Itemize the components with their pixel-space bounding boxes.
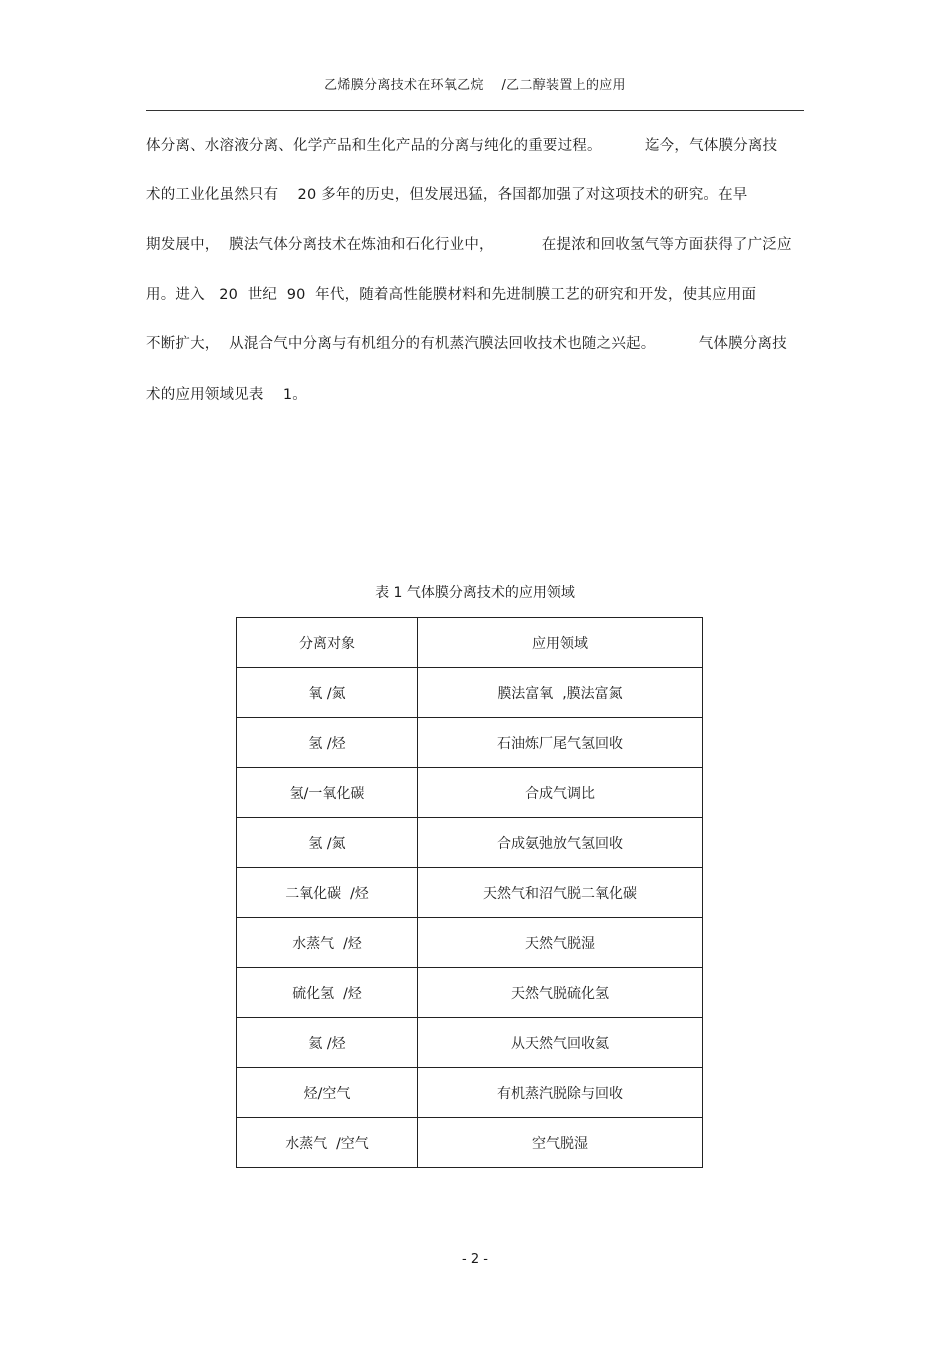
table-row xyxy=(237,668,703,718)
separation-target-cell: 氢/一氧化碳 xyxy=(237,768,418,818)
separation-target-cell: 氢 /氮 xyxy=(237,818,418,868)
application-field-cell: 有机蒸汽脱除与回收 xyxy=(418,1068,703,1118)
application-field-cell: 空气脱湿 xyxy=(418,1118,703,1168)
separation-target-cell: 氢 /烃 xyxy=(237,718,418,768)
table-header-cell: 分离对象 xyxy=(237,618,418,668)
application-table xyxy=(236,617,703,1168)
page-number: - 2 - xyxy=(462,1252,488,1267)
application-field-cell: 合成气调比 xyxy=(418,768,703,818)
table-caption: 表 1 气体膜分离技术的应用领域 xyxy=(375,585,575,601)
separation-target-cell: 二氧化碳 /烃 xyxy=(237,868,418,918)
separation-target-cell: 水蒸气 /烃 xyxy=(237,918,418,968)
table-row xyxy=(237,1068,703,1118)
application-field-cell: 石油炼厂尾气氢回收 xyxy=(418,718,703,768)
application-field-cell: 天然气脱湿 xyxy=(418,918,703,968)
table-row xyxy=(237,1118,703,1168)
body-line: 期发展中， 膜法气体分离技术在炼油和石化行业中， 在提浓和回收氢气等方面获得了广泛应 xyxy=(146,237,792,253)
separation-target-cell: 氧 /氮 xyxy=(237,668,418,718)
separation-target-cell: 水蒸气 /空气 xyxy=(237,1118,418,1168)
table-row xyxy=(237,918,703,968)
page-header: 乙烯膜分离技术在环氧乙烷 /乙二醇装置上的应用 xyxy=(324,78,626,93)
separation-target-cell: 硫化氢 /烃 xyxy=(237,968,418,1018)
table-row xyxy=(237,718,703,768)
table-header-cell: 应用领域 xyxy=(418,618,703,668)
application-field-cell: 天然气和沼气脱二氧化碳 xyxy=(418,868,703,918)
body-line: 用。进入 20 世纪 90 年代，随着高性能膜材料和先进制膜工艺的研究和开发，使其应用面 xyxy=(146,287,757,303)
table-row xyxy=(237,968,703,1018)
body-line: 术的应用领域见表 1。 xyxy=(146,387,307,403)
separation-target-cell: 氦 /烃 xyxy=(237,1018,418,1068)
table-row xyxy=(237,768,703,818)
body-line: 不断扩大， 从混合气中分离与有机组分的有机蒸汽膜法回收技术也随之兴起。 气体膜分离技 xyxy=(146,336,787,352)
application-field-cell: 天然气脱硫化氢 xyxy=(418,968,703,1018)
table-row xyxy=(237,818,703,868)
table-row xyxy=(237,868,703,918)
body-line: 体分离、水溶液分离、化学产品和生化产品的分离与纯化的重要过程。 迄今，气体膜分离技 xyxy=(146,138,778,154)
table-header-row xyxy=(237,618,703,668)
application-field-cell: 从天然气回收氦 xyxy=(418,1018,703,1068)
application-field-cell: 合成氨弛放气氢回收 xyxy=(418,818,703,868)
separation-target-cell: 烃/空气 xyxy=(237,1068,418,1118)
application-field-cell: 膜法富氧 ,膜法富氮 xyxy=(418,668,703,718)
header-divider xyxy=(146,110,804,111)
body-line: 术的工业化虽然只有 20 多年的历史，但发展迅猛，各国都加强了对这项技术的研究。在早 xyxy=(146,187,748,203)
table-row xyxy=(237,1018,703,1068)
